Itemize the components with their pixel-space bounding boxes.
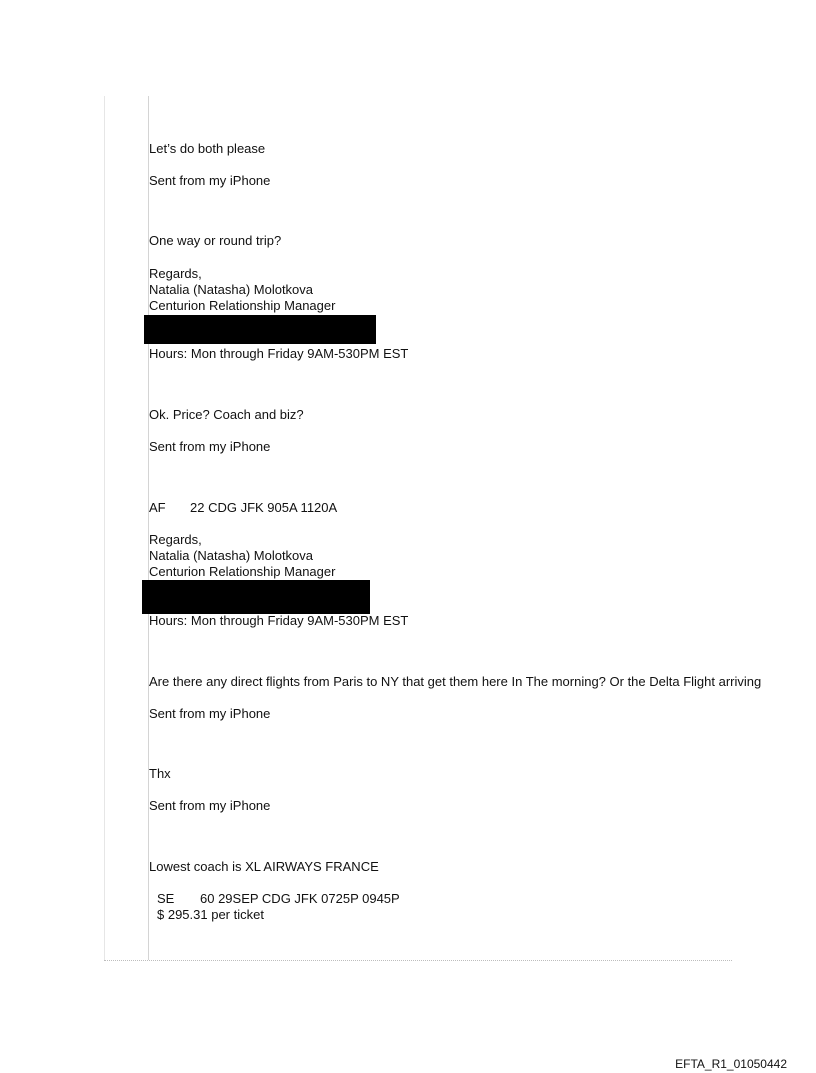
document-id: EFTA_R1_01050442 bbox=[675, 1057, 787, 1071]
message-2-sender-title: Centurion Relationship Manager bbox=[149, 298, 336, 313]
message-7-body: Lowest coach is XL AIRWAYS FRANCE bbox=[149, 859, 379, 874]
message-7-flight-details: 60 29SEP CDG JFK 0725P 0945P bbox=[200, 891, 400, 906]
message-4-flight-line bbox=[149, 500, 337, 516]
message-5-signature: Sent from my iPhone bbox=[149, 706, 271, 721]
message-6-signature: Sent from my iPhone bbox=[149, 798, 271, 813]
message-4-hours: Hours: Mon through Friday 9AM-530PM EST bbox=[149, 613, 409, 628]
message-4-flight-code: AF bbox=[149, 500, 166, 515]
message-4-flight-details: 22 CDG JFK 905A 1120A bbox=[190, 500, 338, 515]
message-7-price: $ 295.31 per ticket bbox=[157, 907, 264, 922]
message-3-body: Ok. Price? Coach and biz? bbox=[149, 407, 304, 422]
message-6-body: Thx bbox=[149, 766, 171, 781]
message-4-regards: Regards, bbox=[149, 532, 202, 547]
message-1-body: Let’s do both please bbox=[149, 141, 266, 156]
message-thread-border bbox=[104, 96, 149, 960]
redaction-block-1 bbox=[144, 315, 376, 344]
redaction-block-2 bbox=[142, 580, 370, 614]
message-4-sender-title: Centurion Relationship Manager bbox=[149, 564, 336, 579]
message-1-signature: Sent from my iPhone bbox=[149, 173, 271, 188]
message-3-signature: Sent from my iPhone bbox=[149, 439, 271, 454]
message-2-regards: Regards, bbox=[149, 266, 202, 281]
message-2-sender-name: Natalia (Natasha) Molotkova bbox=[149, 282, 314, 297]
message-2-body: One way or round trip? bbox=[149, 233, 282, 248]
message-thread-bottom-border bbox=[104, 960, 732, 961]
message-7-flight-code: SE bbox=[157, 891, 175, 906]
message-5-body: Are there any direct flights from Paris to NY that get them here In The morning? Or the Delta Flight arriving bbox=[149, 674, 762, 689]
message-4-sender-name: Natalia (Natasha) Molotkova bbox=[149, 548, 314, 563]
message-7-flight-line bbox=[157, 891, 400, 907]
message-2-hours: Hours: Mon through Friday 9AM-530PM EST bbox=[149, 346, 409, 361]
